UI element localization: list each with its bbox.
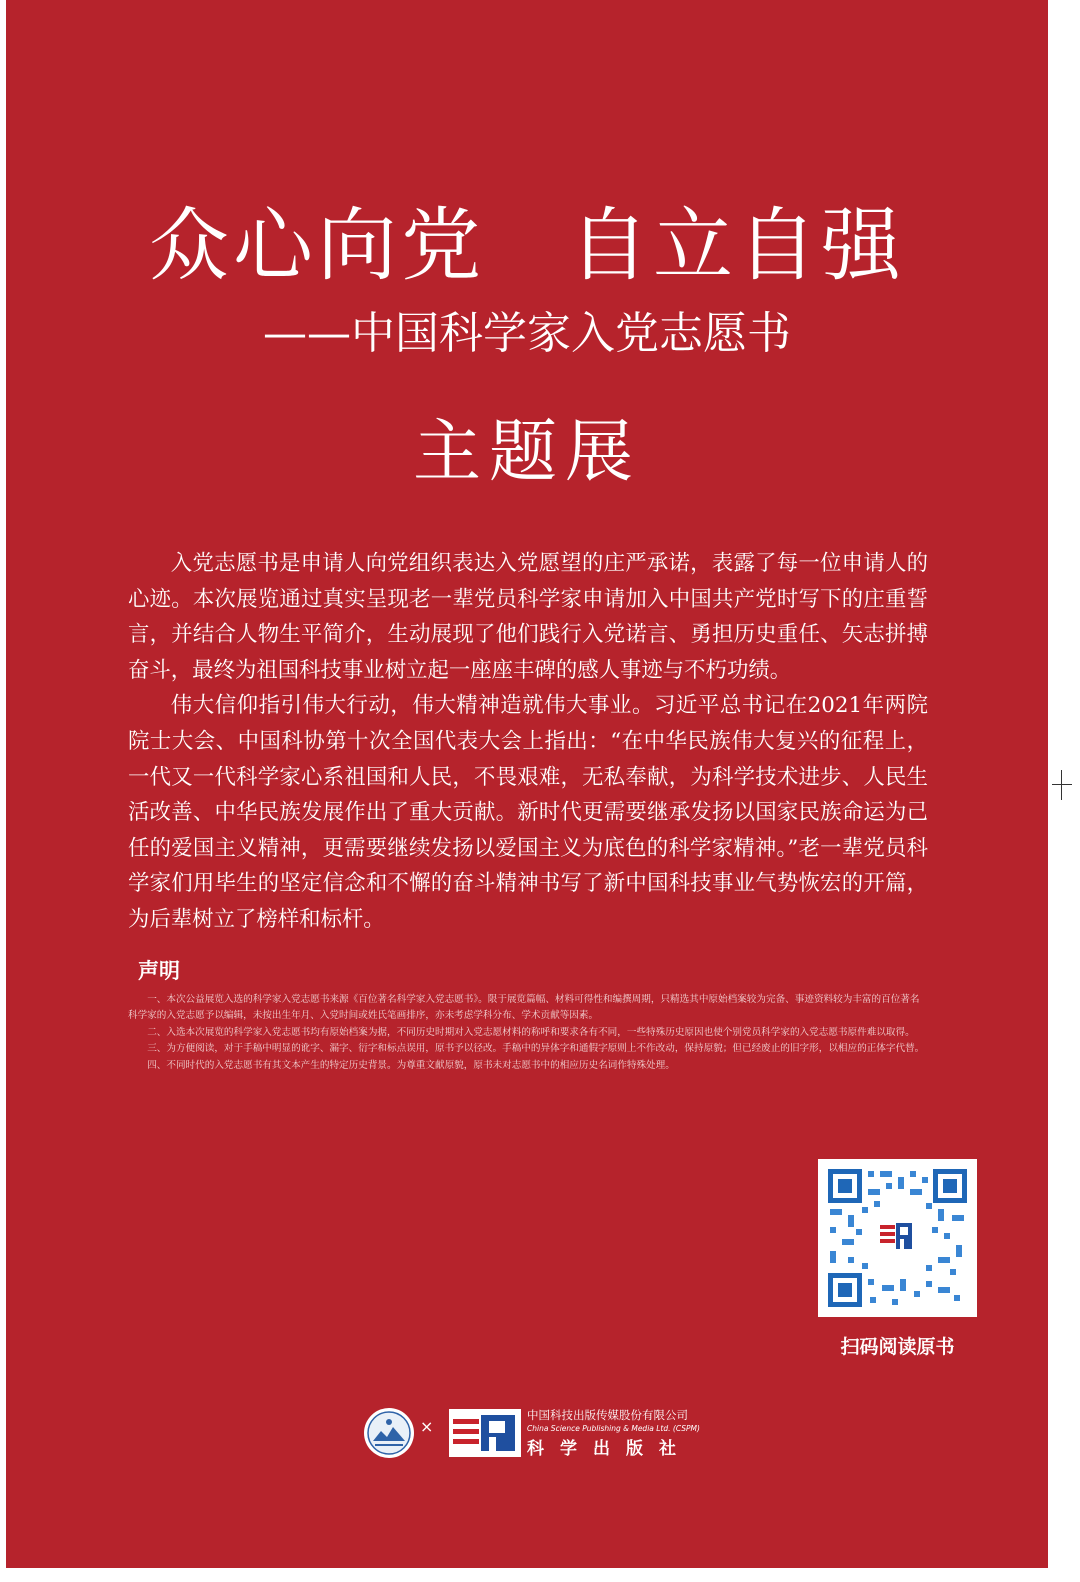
declaration-item: 一、本次公益展览入选的科学家入党志愿书来源《百位著名科学家入党志愿书》。限于展览篇幅、材料可得性和编撰周期，只精选其中原始档案较为完备、事迹资料较为丰富的百位著名科学家的入党志愿予以编辑，未按出生年月、入党时间或姓氏笔画排序，亦未考虑学科分布、学术贡献等因素。 — [128, 994, 920, 1022]
museum-emblem-icon — [363, 1407, 415, 1459]
qr-code-icon — [826, 1167, 969, 1309]
intro-paragraph: 伟大信仰指引伟大行动，伟大精神造就伟大事业。习近平总书记在2021年两院院士大会、中国科协第十次全国代表大会上指出：“在中华民族伟大复兴的征程上，一代又一代科学家心系祖国和人民，不畏艰难，无私奉献，为科学技术进步、人民生活改善、中华民族发展作出了重大贡献。新时代更需要继承发扬以国家民族命运为己任的爱国主义精神，更需要继续发扬以爱国主义为底色的科学家精神。”老一辈党员科学家们用毕生的坚定信念和不懈的奋斗精神书写了新中国科技事业气势恢宏的开篇，为后辈树立了榜样和标杆。 — [128, 693, 928, 932]
declaration-body — [128, 992, 928, 1074]
poster — [6, 0, 1048, 1568]
publisher-logo-icon — [449, 1409, 521, 1457]
publisher-name-cn: 中国科技出版传媒股份有限公司 — [527, 1408, 688, 1422]
press-name: 科学出版社 — [527, 1439, 692, 1459]
qr-caption: 扫码阅读原书 — [840, 1336, 955, 1358]
declaration-title: 声明 — [138, 959, 180, 983]
exhibition-label: 主题展 — [412, 413, 641, 492]
qr-code[interactable] — [818, 1159, 977, 1317]
declaration-item: 二、入选本次展览的科学家入党志愿书均有原始档案为据，不同历史时期对入党志愿材料的称呼和要求各有不同，一些特殊历史原因也使个别党员科学家的入党志愿书原件难以取得。 — [147, 1026, 915, 1038]
publisher-name-en: China Science Publishing & Media Ltd. (CSPM) — [527, 1424, 700, 1433]
crop-mark-icon — [1052, 770, 1072, 800]
poster-subtitle: ——中国科学家入党志愿书 — [263, 308, 791, 359]
collaboration-sign: × — [420, 1417, 434, 1436]
intro-text — [128, 546, 928, 938]
intro-paragraph: 入党志愿书是申请人向党组织表达入党愿望的庄严承诺，表露了每一位申请人的心迹。本次展览通过真实呈现老一辈党员科学家申请加入中国共产党时写下的庄重誓言，并结合人物生平简介，生动展现了他们践行入党诺言、勇担历史重任、矢志拼搏奋斗，最终为祖国科技事业树立起一座座丰碑的感人事迹与不朽功绩。 — [128, 551, 928, 683]
declaration-item: 三、为方便阅读，对于手稿中明显的讹字、漏字、衍字和标点误用，原书予以径改。手稿中的异体字和通假字原则上不作改动，保持原貌；但已经废止的旧字形，以相应的正体字代替。 — [147, 1043, 925, 1055]
poster-title: 众心向党 自立自强 — [149, 199, 905, 292]
declaration-item: 四、不同时代的入党志愿书有其文本产生的特定历史背景。为尊重文献原貌，原书未对志愿书中的相应历史名词作特殊处理。 — [147, 1059, 675, 1071]
